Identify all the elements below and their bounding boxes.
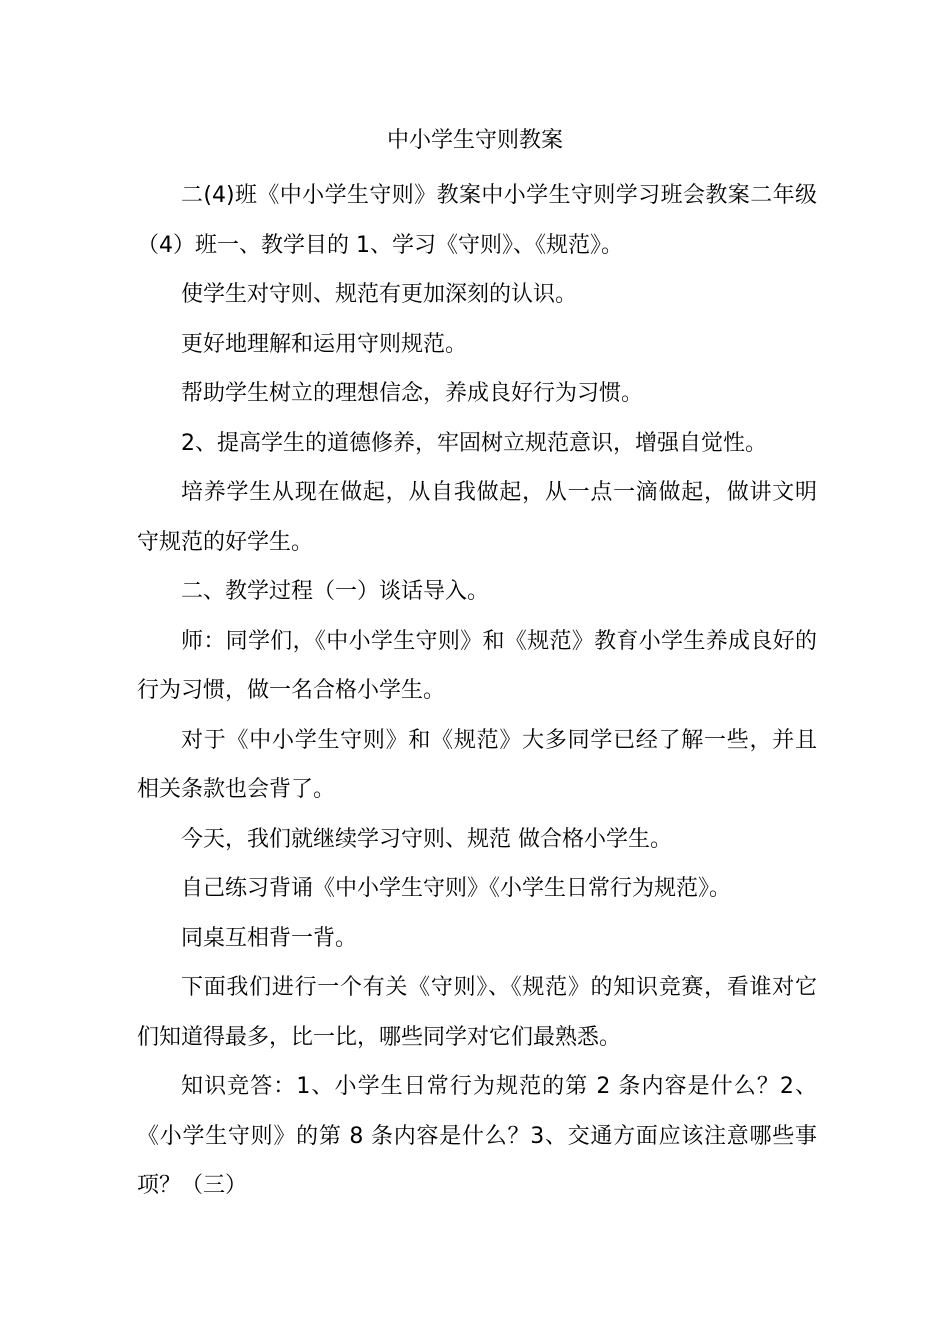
- paragraph-7: 二、教学过程（一）谈话导入。: [181, 579, 490, 604]
- paragraph-4: 帮助学生树立的理想信念，养成良好行为习惯。: [181, 381, 644, 406]
- paragraph-10: 今天，我们就继续学习守则、规范 做合格小学生。: [181, 826, 672, 852]
- document-title: 中小学生守则教案: [386, 128, 563, 153]
- paragraph-5: 2、提高学生的道德修养，牢固树立规范意识，增强自觉性。: [181, 430, 767, 456]
- paragraph-2: 使学生对守则、规范有更加深刻的认识。: [181, 282, 578, 307]
- paragraph-11: 自己练习背诵《中小学生守则》《小学生日常行为规范》。: [181, 876, 732, 901]
- paragraph-9: 对于《中小学生守则》和《规范》大多同学已经了解一些，并且相关条款也会背了。: [137, 727, 817, 802]
- paragraph-8: 师：同学们，《中小学生守则》和《规范》教育小学生养成良好的行为习惯，做一名合格小学生。: [137, 628, 817, 703]
- paragraph-14: 知识竞答：1、小学生日常行为规范的第 2 条内容是什么？2、《小学生守则》的第 8 条内容是什么？3、交通方面应该注意哪些事项？（三）: [137, 1074, 817, 1198]
- paragraph-12: 同桌互相背一背。: [181, 925, 358, 951]
- paragraph-3: 更好地理解和运用守则规范。: [181, 331, 468, 357]
- paragraph-13: 下面我们进行一个有关《守则》、《规范》的知识竞赛，看谁对它们知道得最多，比一比，哪些同学对它们最熟悉。: [137, 975, 817, 1050]
- paragraph-1: 二(4)班《中小学生守则》教案中小学生守则学习班会教案二年级（4）班一、教学目的 1、学习《守则》、《规范》。: [137, 183, 817, 258]
- paragraph-6: 培养学生从现在做起，从自我做起，从一点一滴做起，做讲文明守规范的好学生。: [137, 480, 817, 555]
- document-body: [137, 171, 817, 1211]
